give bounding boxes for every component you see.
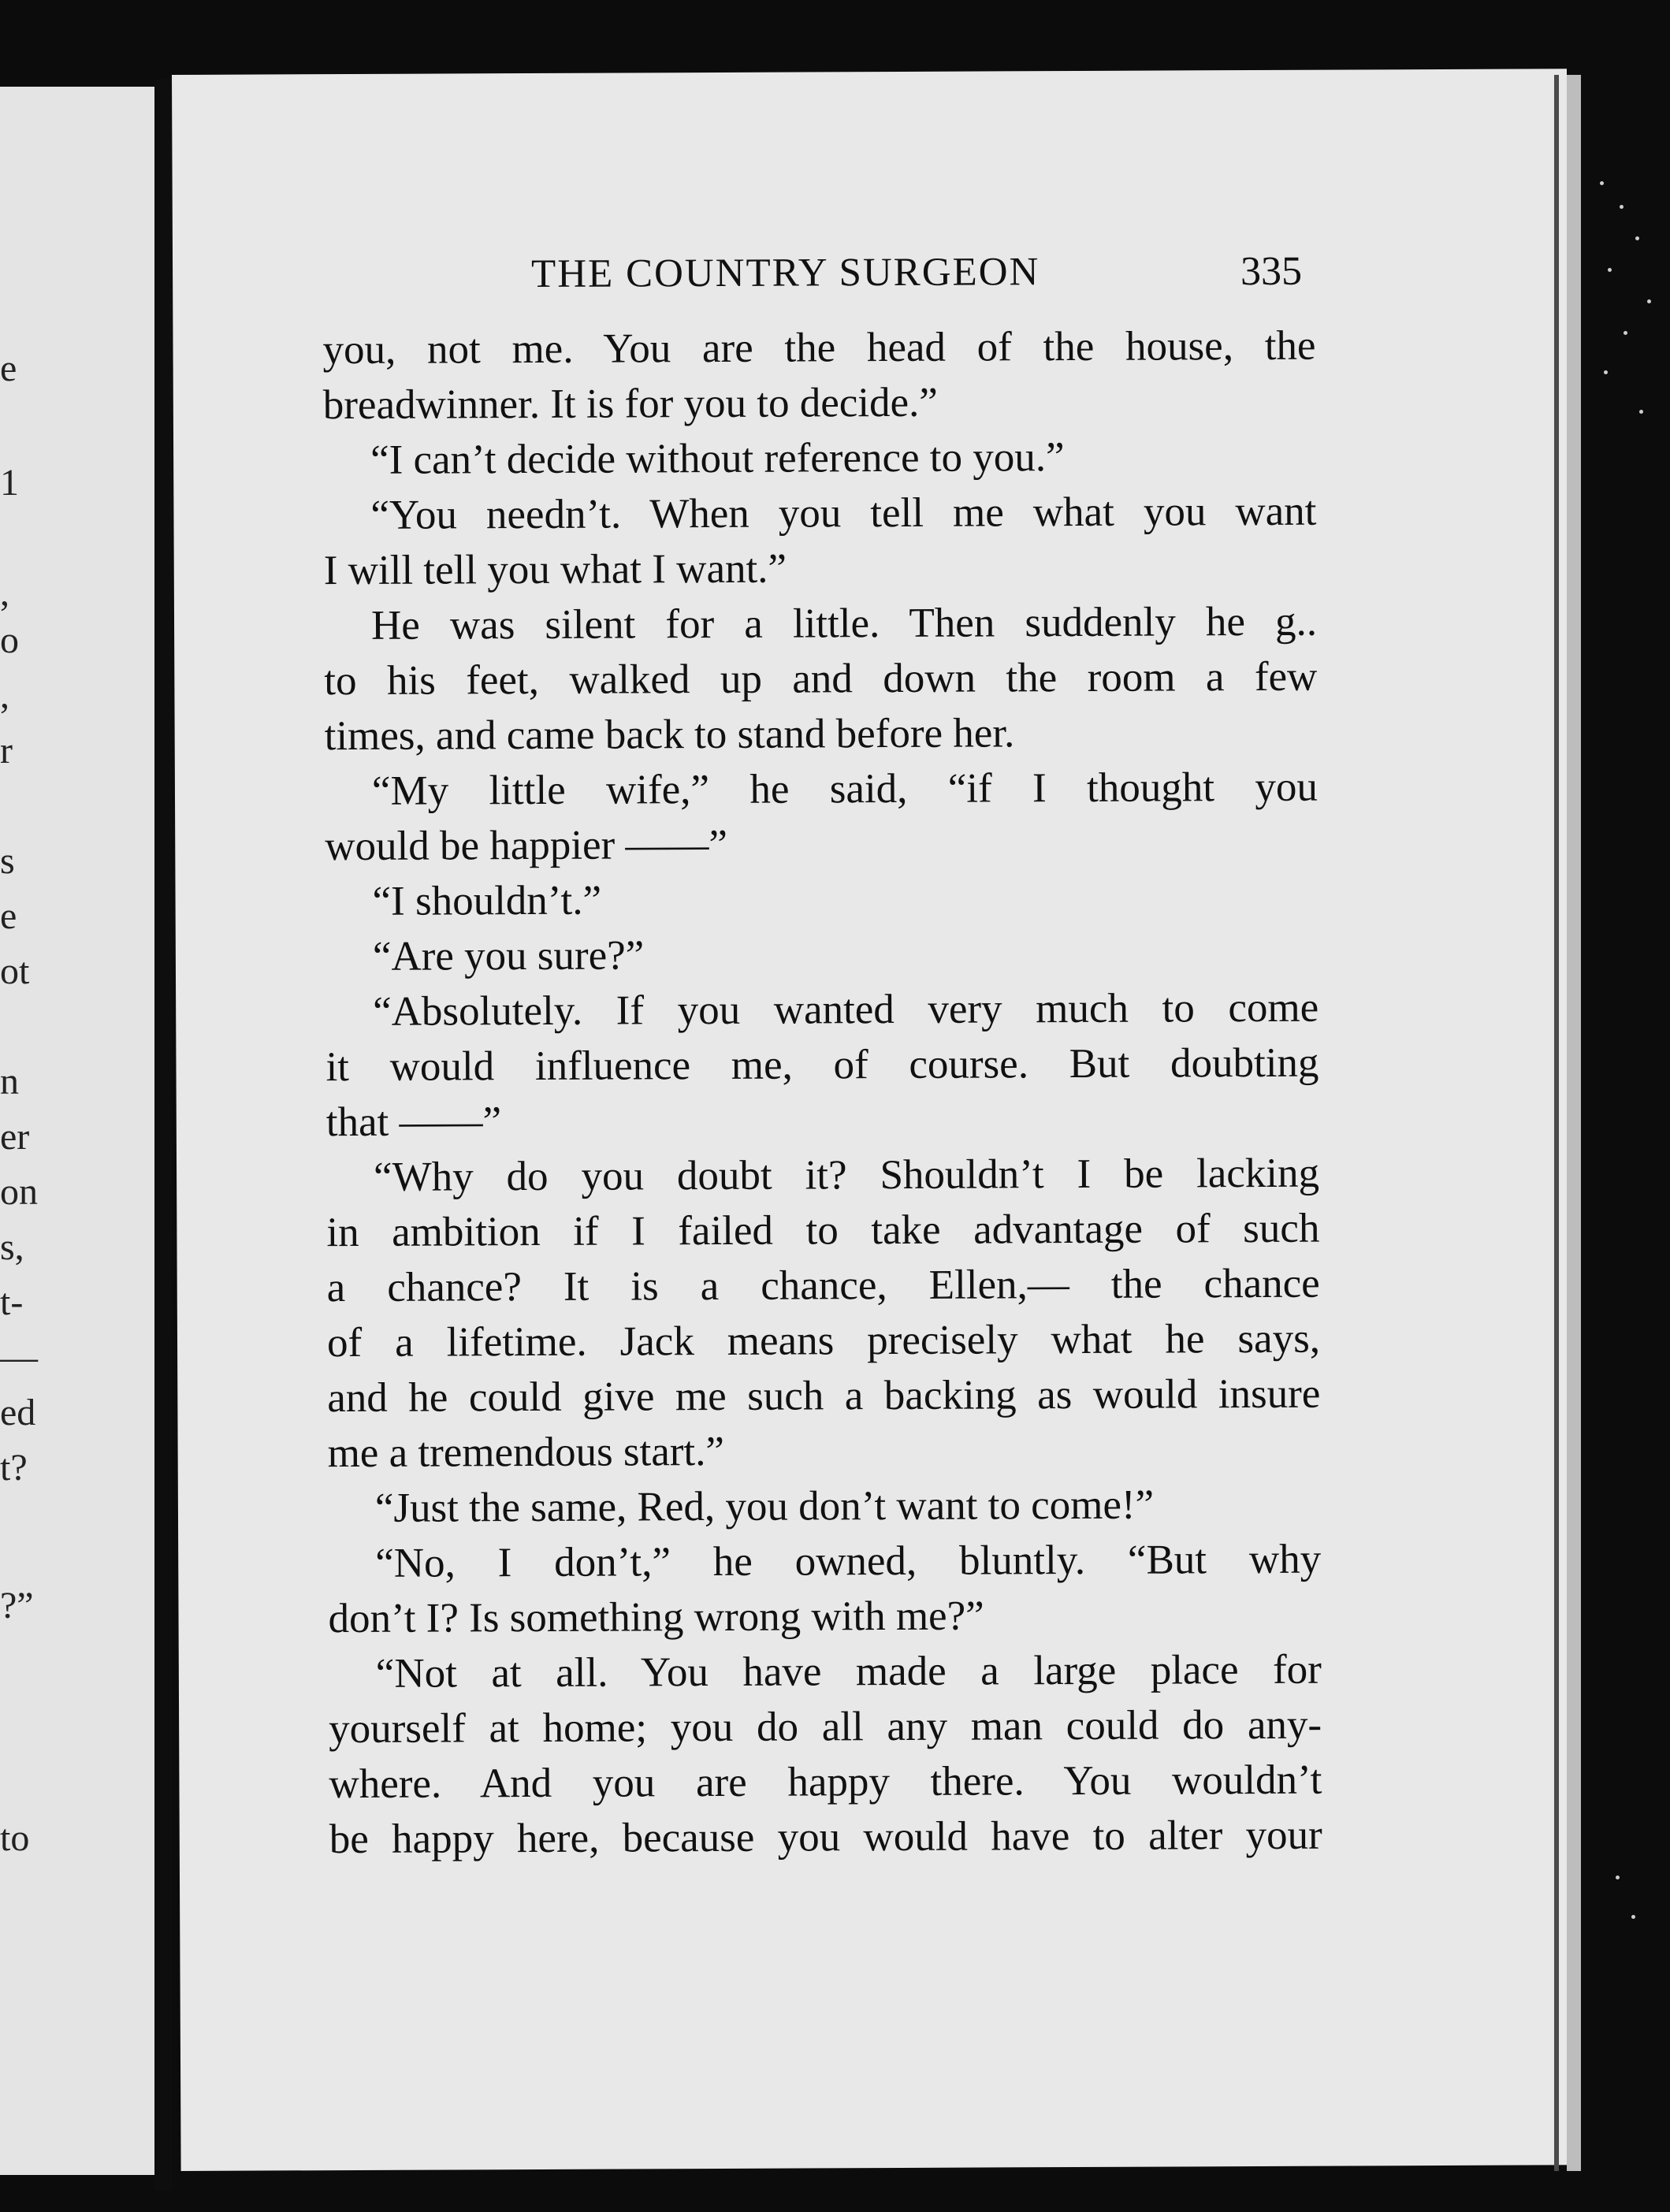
text-line: breadwinner. It is for you to decide.” bbox=[322, 379, 938, 429]
text-line: in ambition if I failed to take advantage of such bbox=[326, 1205, 1320, 1256]
text-line: “Just the same, Red, you don’t want to come!” bbox=[374, 1481, 1155, 1531]
running-head bbox=[173, 247, 1568, 308]
line-ending-fragment: t? bbox=[0, 1447, 28, 1489]
text-line: “Are you sure?” bbox=[372, 932, 645, 980]
text-line: “Why do you doubt it? Shouldn’t I be lacking bbox=[373, 1150, 1320, 1200]
text-line: “My little wife,” he said, “if I thought you bbox=[371, 764, 1319, 814]
text-line: to his feet, walked up and down the room a few bbox=[324, 653, 1318, 704]
line-ending-fragment: e bbox=[0, 348, 17, 389]
text-line: that ——” bbox=[325, 1099, 502, 1146]
text-line: it would influence me, of course. But doubting bbox=[325, 1039, 1319, 1091]
page-edge-shadow bbox=[1554, 75, 1559, 2171]
page-body-text bbox=[322, 318, 1322, 1867]
text-line: “Not at all. You have made a large place for bbox=[375, 1646, 1322, 1697]
text-line: and he could give me such a backing as would insure bbox=[327, 1370, 1321, 1422]
previous-page-line-endings bbox=[0, 87, 158, 2175]
line-ending-fragment: n bbox=[0, 1061, 19, 1102]
text-line: “Absolutely. If you wanted very much to come bbox=[373, 984, 1319, 1035]
line-ending-fragment: ?” bbox=[0, 1585, 34, 1626]
page-number: 335 bbox=[1240, 248, 1303, 295]
text-line: where. And you are happy there. You wouldn’t bbox=[329, 1757, 1322, 1808]
line-ending-fragment: on bbox=[0, 1171, 38, 1213]
line-ending-fragment: , bbox=[0, 675, 9, 716]
text-line: a chance? It is a chance, Ellen,— the chance bbox=[326, 1260, 1320, 1311]
text-line: yourself at home; you do all any man could do any- bbox=[329, 1701, 1322, 1753]
book-gutter bbox=[154, 79, 172, 2191]
page-stack-edge bbox=[1567, 75, 1581, 2171]
line-ending-fragment: ed bbox=[0, 1392, 36, 1433]
line-ending-fragment: to bbox=[0, 1817, 30, 1859]
text-line: “I can’t decide without reference to you.” bbox=[370, 434, 1065, 483]
text-line: I will tell you what I want.” bbox=[323, 545, 787, 594]
line-ending-fragment: — bbox=[0, 1336, 38, 1378]
line-ending-fragment: o bbox=[0, 619, 19, 661]
text-line: “You needn’t. When you tell me what you want bbox=[370, 488, 1317, 538]
text-line: would be happier ——” bbox=[325, 821, 728, 870]
book-page bbox=[172, 69, 1576, 2171]
text-line: He was silent for a little. Then suddenly he g.. bbox=[370, 598, 1318, 649]
text-line: “I shouldn’t.” bbox=[372, 877, 602, 924]
line-ending-fragment: t- bbox=[0, 1281, 24, 1323]
text-line: be happy here, because you would have to alter your bbox=[329, 1812, 1322, 1863]
text-line: don’t I? Is something wrong with me?” bbox=[328, 1593, 984, 1642]
line-ending-fragment: , bbox=[0, 572, 9, 614]
text-line: “No, I don’t,” he owned, bluntly. “But why bbox=[375, 1536, 1322, 1586]
previous-page-edge bbox=[0, 87, 158, 2175]
line-ending-fragment: e bbox=[0, 895, 17, 937]
text-line: of a lifetime. Jack means precisely what he says, bbox=[326, 1315, 1321, 1366]
line-ending-fragment: 1 bbox=[0, 462, 19, 504]
running-title: THE COUNTRY SURGEON bbox=[530, 250, 1040, 297]
line-ending-fragment: s bbox=[0, 840, 15, 882]
text-line: you, not me. You are the head of the house, the bbox=[322, 322, 1316, 374]
line-ending-fragment: ot bbox=[0, 950, 30, 992]
line-ending-fragment: r bbox=[0, 730, 13, 771]
line-ending-fragment: s, bbox=[0, 1226, 24, 1268]
line-ending-fragment: er bbox=[0, 1116, 30, 1158]
text-line: times, and came back to stand before her. bbox=[324, 710, 1015, 760]
text-line: me a tremendous start.” bbox=[327, 1428, 725, 1477]
